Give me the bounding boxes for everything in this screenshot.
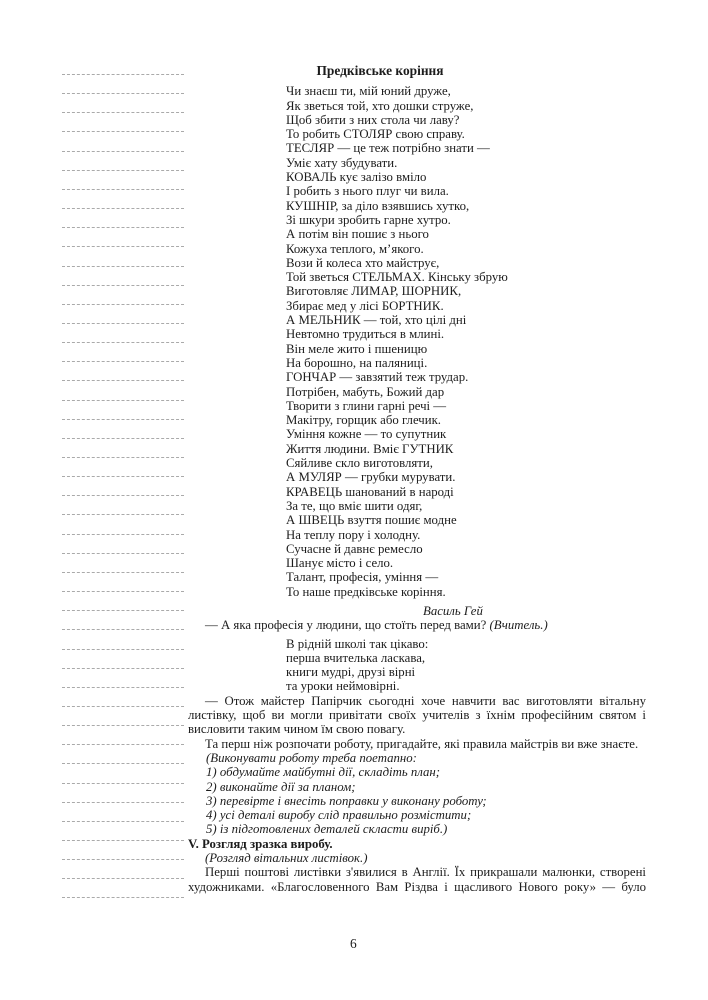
- margin-line: [62, 457, 184, 458]
- poem-line: та уроки неймовірні.: [286, 679, 400, 694]
- margin-line: [62, 706, 184, 707]
- rule-item: (Виконувати роботу треба поетапно:: [206, 750, 417, 765]
- margin-line: [62, 610, 184, 611]
- rule-item: 3) перевірте і внесіть поправки у виконану роботу;: [206, 793, 487, 808]
- poem-line: Той зветься СТЕЛЬМАХ. Кінську збрую: [286, 270, 508, 285]
- poem: [188, 84, 646, 599]
- margin-line: [62, 591, 184, 592]
- poem-line: А ШВЕЦЬ взуття пошиє модне: [286, 513, 457, 528]
- margin-line: [62, 323, 184, 324]
- poem-line: перша вчителька ласкава,: [286, 650, 426, 665]
- section-note: (Розгляд вітальних листівок.): [205, 851, 368, 866]
- margin-line: [62, 495, 184, 496]
- poem-line: Макітру, горщик або глечик.: [286, 413, 442, 428]
- poem-line: То наше предківське коріння.: [286, 584, 446, 599]
- margin-line: [62, 227, 184, 228]
- poem-line: Збирає мед у лісі БОРТНИК.: [286, 298, 444, 313]
- poem-line: Шанує місто і село.: [286, 556, 394, 571]
- poem-line: Сучасне й давнє ремесло: [286, 541, 423, 556]
- poem-line: А МЕЛЬНИК — той, хто цілі дні: [286, 313, 467, 328]
- margin-line: [62, 419, 184, 420]
- poem-line: На борошно, на паляниці.: [286, 355, 428, 370]
- margin-line: [62, 342, 184, 343]
- section-heading: V. Розгляд зразка виробу.: [188, 836, 333, 851]
- poem-line: Сяйливе скло виготовляти,: [286, 456, 433, 471]
- margin-line: [62, 400, 184, 401]
- margin-line: [62, 112, 184, 113]
- margin-line: [62, 878, 184, 879]
- poem-line: А потім він пошиє з нього: [286, 227, 429, 242]
- poem-line: КОВАЛЬ кує залізо вміло: [286, 170, 427, 185]
- poem-line: Потрібен, мабуть, Божий дар: [286, 384, 445, 399]
- poem-line: КУШНІР, за діло взявшись хутко,: [286, 198, 470, 213]
- question-note: (Вчитель.): [489, 618, 548, 633]
- margin-line: [62, 649, 184, 650]
- poem-line: Вози й колеса хто майструє,: [286, 255, 440, 270]
- poem-line: ТЕСЛЯР — це теж потрібно знати —: [286, 141, 490, 156]
- margin-line: [62, 208, 184, 209]
- margin-line: [62, 93, 184, 94]
- margin-line: [62, 687, 184, 688]
- margin-line: [62, 151, 184, 152]
- margin-line: [62, 668, 184, 669]
- poem-line: Творити з глини гарні речі —: [286, 398, 447, 413]
- poem-line: Як зветься той, хто дошки струже,: [286, 98, 474, 113]
- poem-line: В рідній школі так цікаво:: [286, 636, 429, 651]
- poem-line: А МУЛЯР — грубки мурувати.: [286, 470, 456, 485]
- poem-line: Життя людини. Вміє ГУТНИК: [286, 441, 454, 456]
- margin-line: [62, 380, 184, 381]
- poem-line: Уміє хату збудувати.: [286, 155, 398, 170]
- margin-line: [62, 859, 184, 860]
- short-poem: [188, 637, 646, 694]
- poem-line: Він меле жито і пшеницю: [286, 341, 428, 356]
- margin-line: [62, 476, 184, 477]
- margin-line: [62, 629, 184, 630]
- poem-author: Василь Гей: [423, 603, 483, 618]
- poem-line: Невтомно трудиться в млині.: [286, 327, 445, 342]
- page-number: 6: [350, 936, 357, 951]
- question: [188, 618, 646, 632]
- rules-list: [188, 751, 646, 837]
- margin-line: [62, 304, 184, 305]
- question-text: — А яка професія у людини, що стоїть перед вами?: [205, 618, 490, 633]
- margin-line: [62, 802, 184, 803]
- poem-line: Щоб збити з них стола чи лаву?: [286, 112, 460, 127]
- margin-line: [62, 572, 184, 573]
- poem-line: То робить СТОЛЯР свою справу.: [286, 127, 465, 142]
- margin-line: [62, 189, 184, 190]
- poem-line: Талант, професія, уміння —: [286, 570, 439, 585]
- poem-line: ГОНЧАР — завзятий теж трудар.: [286, 370, 469, 385]
- margin-line: [62, 897, 184, 898]
- poem-line: книги мудрі, друзі вірні: [286, 665, 416, 680]
- margin-line: [62, 514, 184, 515]
- section-text: Перші поштові листівки з'явилися в Англії. Їх прикрашали малюнки, створені художниками. «Благословенного Вам Різдва і щасливого Нового року» — було: [188, 865, 646, 894]
- poem-line: Уміння кожне — то супутник: [286, 427, 447, 442]
- margin-line: [62, 438, 184, 439]
- poem-line: Кожуха теплого, м’якого.: [286, 241, 424, 256]
- poem-line: За те, що вміє шити одяг,: [286, 498, 423, 513]
- margin-line: [62, 744, 184, 745]
- margin-line: [62, 840, 184, 841]
- margin-line: [62, 725, 184, 726]
- poem-line: Чи знаєш ти, мій юний друже,: [286, 84, 451, 99]
- margin-line: [62, 285, 184, 286]
- margin-line: [62, 534, 184, 535]
- poem-line: І робить з нього плуг чи вила.: [286, 184, 449, 199]
- page-content: [188, 64, 646, 894]
- margin-line: [62, 170, 184, 171]
- poem-line: На теплу пору і холодну.: [286, 527, 421, 542]
- margin-line: [62, 553, 184, 554]
- margin-line: [62, 266, 184, 267]
- margin-line: [62, 361, 184, 362]
- margin-line: [62, 131, 184, 132]
- rule-item: 5) із підготовлених деталей скласти виріб.): [206, 822, 448, 837]
- paragraph: — Отож майстер Папірчик сьогодні хоче навчити вас виготовляти вітальну листівку, щоб ви могли привітати своїх учителів з їхнім професійним святом і висловити таким чином їм свою повагу.: [188, 693, 646, 737]
- poem-line: КРАВЕЦЬ шанований в народі: [286, 484, 454, 499]
- margin-line: [62, 763, 184, 764]
- poem-line: Зі шкури зробить гарне хутро.: [286, 212, 451, 227]
- paragraph: Та перш ніж розпочати роботу, пригадайте, які правила майстрів ви вже знаєте.: [205, 736, 639, 751]
- margin-line: [62, 74, 184, 75]
- margin-line: [62, 783, 184, 784]
- rule-item: 1) обдумайте майбутні дії, складіть план;: [206, 765, 441, 780]
- margin-line: [62, 246, 184, 247]
- rule-item: 2) виконайте дії за планом;: [206, 779, 356, 794]
- poem-title: Предківське коріння: [316, 63, 444, 78]
- rule-item: 4) усі деталі виробу слід правильно розмістити;: [206, 808, 472, 823]
- poem-line: Виготовляє ЛИМАР, ШОРНИК,: [286, 284, 462, 299]
- margin-line: [62, 821, 184, 822]
